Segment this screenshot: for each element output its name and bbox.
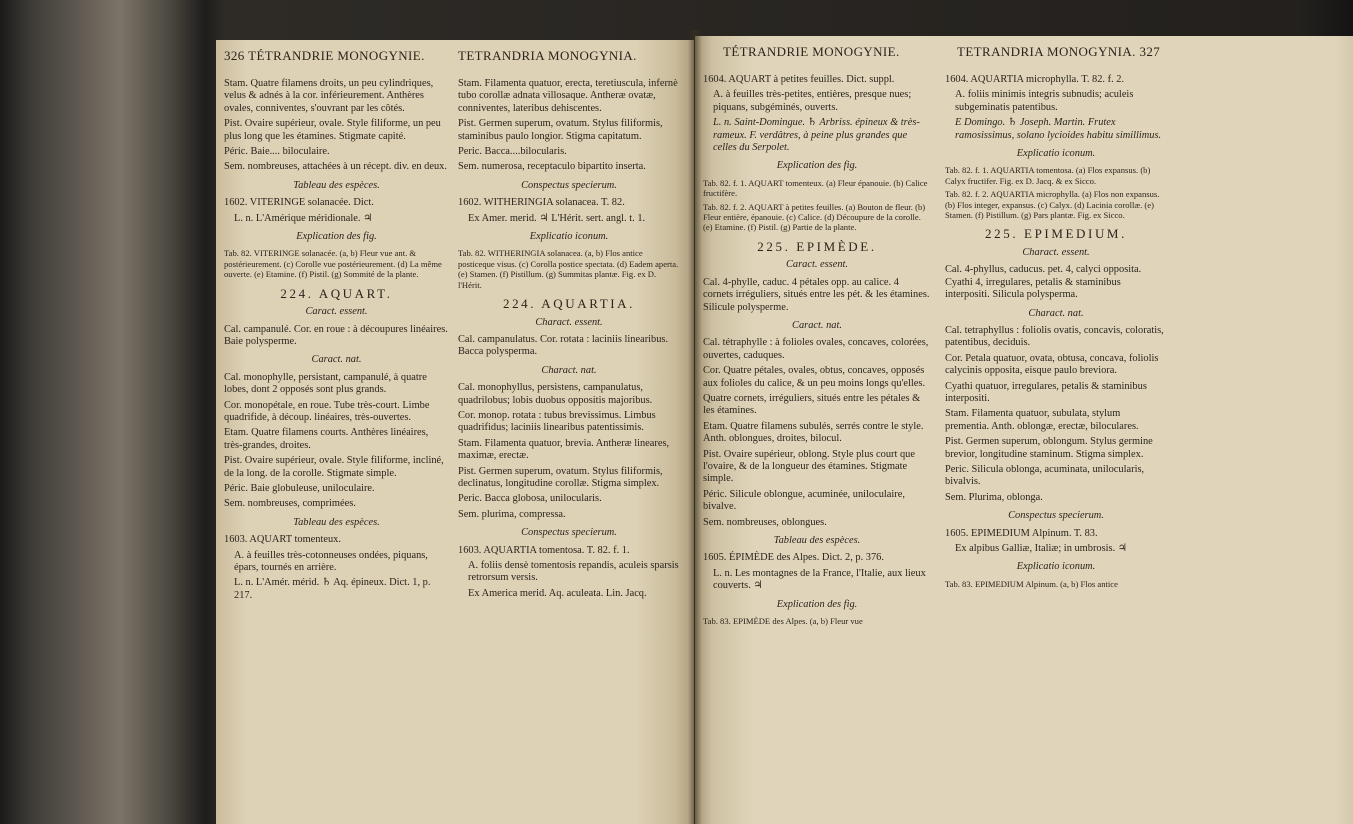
text-nat-peric: Peric. Silicula oblonga, acuminata, unilocularis, bivalvis. <box>945 463 1145 488</box>
text-nat-sem: Sem. nombreuses, comprimées. <box>224 498 356 510</box>
text-nat-cal: Cal. monophyllus, persistens, campanulatus, quadrilobus; lobis duobus oppositis majoribus. <box>458 382 653 406</box>
heading-tableau: Tableau des espèces. <box>293 179 380 191</box>
species-1603: 1603. AQUARTIA tomentosa. T. 82. f. 1. <box>458 544 630 556</box>
heading-explicatio: Explicatio iconum. <box>529 231 609 243</box>
heading-caract-nat: Caract. nat. <box>792 319 842 331</box>
text-pist: Pist. Ovaire supérieur, ovale. Style filiforme, un peu plus long que les étamines. Stigmate capité. <box>224 118 441 142</box>
text-nat-stam: Etam. Quatre filamens courts. Anthères linéaires, très-grandes, droites. <box>224 427 429 451</box>
text-cal-essent: Cal. 4-phyllus, caducus. pet. 4, calyci opposita. Cyathi 4, irregulares, petalis & staminibus interpositi. Silicula polysperma. <box>945 264 1142 301</box>
explication-text-2: Tab. 82. f. 2. AQUART à petites feuilles. (a) Bouton de fleur. (b) Fleur entière, épanouie. (c) Calice. (d) Découpure de la corolle. (e) Etamine. (f) Pistil. (g) Partie de la plante. <box>703 201 926 233</box>
heading-charact-essent: Charact. essent. <box>535 316 603 328</box>
right-column-latin <box>945 74 1167 592</box>
heading-tableau-2: Tableau des espèces. <box>293 516 380 528</box>
heading-explication: Explication des fig. <box>296 231 377 243</box>
species-1603: 1603. AQUART tomenteux. <box>224 534 341 546</box>
text-nat-peric: Péric. Baie globuleuse, uniloculaire. <box>224 482 375 494</box>
species-1604: 1604. AQUART à petites feuilles. Dict. suppl. <box>703 74 895 85</box>
text-peric: Péric. Baie.... biloculaire. <box>224 146 330 158</box>
heading-explication-2: Explication des fig. <box>776 598 858 610</box>
explicatio-text-3: Tab. 83. EPIMEDIUM Alpinum. (a, b) Flos antice <box>945 578 1118 589</box>
heading-tableau: Tableau des espèces. <box>773 535 861 546</box>
text-nat-cal: Cal. tetraphyllus : foliolis ovatis, concavis, coloratis, patentibus, deciduis. <box>945 324 1164 349</box>
left-column-latin <box>458 78 680 603</box>
species-1604-locale: L. n. Saint-Domingue. ♄ Arbriss. épineux & très-rameux. F. verdâtres, à peine plus grandes que celles du Serpolet. <box>713 117 920 154</box>
explicatio-text: Tab. 82. WITHERINGIA solanacea. (a, b) Flos antice posticeque visus. (c) Corolla postice spectata. (d) Eadem aperta. (e) Stamen. (f) Pistillum. (g) Summitas plantæ. Fig. ex D. l'Hérit. <box>458 248 679 290</box>
text-nat-cor: Cor. monop. rotata : tubus brevissimus. Limbus quadrifidus; laciniis linearibus patentissimis. <box>458 409 656 434</box>
explicatio-text-2: Tab. 82. f. 2. AQUARTIA microphylla. (a) Flos non expansus. (b) Flos integer, expansus. (c) Calyx. (d) Lacinia corollæ. (e) Stamen. (f) Pistillum. (g) Pars plantæ. Fig. ex Sicco. <box>945 189 1160 221</box>
left-header-fr: 326 TÉTRANDRIE MONOGYNIE. <box>224 48 425 63</box>
genus-heading-225: 225. EPIMEDIUM. <box>985 226 1127 242</box>
text-cal-essent: Cal. campanulatus. Cor. rotata : laciniis linearibus. Bacca polysperma. <box>458 333 669 358</box>
text-stam: Stam. Filamenta quatuor, erecta, teretiuscula, infernè tubo corollæ adnata villosaque. Antheræ ovatæ, conniventes, lateribus dehiscentes. <box>458 78 678 114</box>
genus-heading-225: 225. EPIMÈDE. <box>757 238 877 254</box>
text-cal-essent: Cal. 4-phylle, caduc. 4 pétales opp. au calice. 4 cornets irréguliers, situés entre les pét. & les étamines. Silicule polysperme. <box>703 276 930 313</box>
right-header-la: TETRANDRIA MONOGYNIA. 327 <box>957 44 1161 59</box>
species-1602-locale: Ex Amer. merid. ♃ L'Hérit. sert. angl. t. 1. <box>468 212 646 224</box>
text-nat-peric: Péric. Silicule oblongue, acuminée, uniloculaire, bivalve. <box>703 488 905 513</box>
species-1602-locale: L. n. L'Amérique méridionale. ♃ <box>234 212 373 224</box>
heading-caract-essent: Caract. essent. <box>305 306 368 318</box>
species-1604-desc: A. à feuilles très-petites, entières, presque nues; piquans, subgéminés, ouverts. <box>713 89 912 113</box>
text-nat-cal: Cal. tétraphylle : à folioles ovales, concaves, colorées, ouvertes, caduques. <box>703 337 929 361</box>
text-nat-peric: Peric. Bacca globosa, unilocularis. <box>458 493 602 505</box>
species-1605-locale: L. n. Les montagnes de la France, l'Italie, aux lieux couverts. ♃ <box>713 567 926 592</box>
text-peric: Peric. Bacca....bilocularis. <box>458 146 567 158</box>
heading-explicatio-2: Explicatio iconum. <box>1016 561 1096 573</box>
explication-text: Tab. 82. VITERINGE solanacée. (a, b) Fleur vue ant. & postérieurement. (c) Corolle vue postérieurement. (d) La même ouverte. (e) Etamine. (f) Pistil. (g) Sommité de la plante. <box>224 248 442 280</box>
text-nat-sem: Sem. nombreuses, oblongues. <box>703 516 827 528</box>
left-page <box>216 40 694 824</box>
species-1605: 1605. ÉPIMÈDE des Alpes. Dict. 2, p. 376. <box>703 552 884 564</box>
text-nat-pist: Pist. Ovaire supérieur, oblong. Style plus court que l'ovaire, & de la longueur des étamines. Stigmate simple. <box>703 448 915 485</box>
text-nat-pist: Pist. Germen superum, oblongum. Stylus germine brevior, longitudine staminum. Stigma simplex. <box>945 436 1153 460</box>
text-cal-essent: Cal. campanulé. Cor. en roue : à découpures linéaires. Baie polysperme. <box>224 323 448 347</box>
right-header-fr: TÉTRANDRIE MONOGYNIE. <box>723 44 900 59</box>
species-1603-desc: A. à feuilles très-cotonneuses ondées, piquans, épars, tournés en arrière. <box>234 549 428 573</box>
left-column-french <box>224 78 449 605</box>
species-1605-locale: Ex alpibus Galliæ, Italiæ; in umbrosis. ♃ <box>955 543 1128 554</box>
text-nat-cor: Cor. Petala quatuor, ovata, obtusa, concava, foliolis calycinis opposita, eisque paulo breviora. <box>945 352 1159 377</box>
heading-explicatio: Explicatio iconum. <box>1016 148 1096 160</box>
text-nat-stam: Stam. Filamenta quatuor, brevia. Antheræ lineares, maximæ, erectæ. <box>458 437 670 462</box>
text-pist: Pist. Germen superum, ovatum. Stylus filiformis, staminibus paulo longior. Stigma capitatum. <box>458 118 663 142</box>
heading-conspectus: Conspectus specierum. <box>521 179 617 191</box>
heading-explication: Explication des fig. <box>776 160 858 172</box>
text-nat-stam: Stam. Filamenta quatuor, subulata, stylum prementia. Anth. oblongæ, erectæ, biloculares. <box>945 408 1139 432</box>
species-1602: 1602. VITERINGE solanacée. Dict. <box>224 197 374 209</box>
text-nat-sem: Sem. plurima, compressa. <box>458 508 566 520</box>
text-nat-sem: Sem. Plurima, oblonga. <box>945 491 1043 503</box>
text-sem: Sem. numerosa, receptaculo bipartito inserta. <box>458 161 646 173</box>
heading-caract-essent: Caract. essent. <box>785 259 849 271</box>
genus-heading-224: 224. AQUART. <box>280 285 393 301</box>
species-1603-desc: A. foliis densè tomentosis repandis, aculeis sparsis retrorsum versis. <box>468 560 679 584</box>
heading-caract-nat: Caract. nat. <box>311 354 362 366</box>
explicatio-text-1: Tab. 82. f. 1. AQUARTIA tomentosa. (a) Flos expansus. (b) Calyx fructifer. Fig. ex D. Jacq. & ex Sicco. <box>945 165 1151 186</box>
species-1605: 1605. EPIMEDIUM Alpinum. T. 83. <box>945 527 1098 539</box>
explication-text-3: Tab. 83. EPIMÈDE des Alpes. (a, b) Fleur vue <box>703 616 863 627</box>
explication-text-1: Tab. 82. f. 1. AQUART tomenteux. (a) Fleur épanouie. (b) Calice fructifère. <box>703 177 928 199</box>
species-1604: 1604. AQUARTIA microphylla. T. 82. f. 2. <box>945 74 1125 85</box>
left-header-la: TETRANDRIA MONOGYNIA. <box>458 48 637 63</box>
heading-charact-nat: Charact. nat. <box>541 364 597 376</box>
heading-conspectus: Conspectus specierum. <box>1008 510 1104 522</box>
heading-conspectus-2: Conspectus specierum. <box>521 527 617 539</box>
text-nat-cal: Cal. monophylle, persistant, campanulé, à quatre lobes, dont 2 opposés sont plus grands. <box>224 371 427 396</box>
species-1603-locale: Ex America merid. Aq. aculeata. Lin. Jacq. <box>468 587 647 599</box>
text-stam: Stam. Quatre filamens droits, un peu cylindriques, velus & adnés à la cor. inférieurement. Anthères ovales, conniventes, s'ouvrant par les côtés. <box>224 78 434 114</box>
text-nat-pist: Pist. Germen superum, ovatum. Stylus filiformis, declinatus, longitudine corollæ. Stigma simplex. <box>458 465 663 489</box>
species-1604-desc: A. foliis minimis integris subnudis; aculeis subgeminatis patentibus. <box>955 89 1134 113</box>
text-nat-stam: Etam. Quatre filamens subulés, serrés contre le style. Anth. oblongues, droites, bilocul. <box>703 420 924 445</box>
species-1603-locale: L. n. L'Amér. mérid. ♄ Aq. épineux. Dict. 1, p. 217. <box>234 577 431 601</box>
right-column-french <box>703 74 931 629</box>
species-1602: 1602. WITHERINGIA solanacea. T. 82. <box>458 197 625 209</box>
text-nat-cor2: Quatre cornets, irréguliers, situés entre les pétales & les étamines. <box>703 392 921 417</box>
species-1604-locale: E Domingo. ♄ Joseph. Martin. Frutex ramosissimus, solano lycioides habitu simillimus. <box>955 117 1162 141</box>
heading-charact-essent: Charact. essent. <box>1022 246 1090 258</box>
right-page <box>695 36 1353 824</box>
book-gutter <box>688 30 702 824</box>
text-nat-cor: Cor. Quatre pétales, ovales, obtus, concaves, opposés aux folioles du calice, & un peu moins longs qu'elles. <box>703 365 926 389</box>
text-nat-cor: Cor. monopétale, en roue. Tube très-court. Limbe quadrifide, à découp. linéaires, très-ouvertes. <box>224 399 430 423</box>
heading-charact-nat: Charact. nat. <box>1028 307 1084 319</box>
genus-heading-224: 224. AQUARTIA. <box>502 296 636 312</box>
text-nat-pist: Pist. Ovaire supérieur, ovale. Style filiforme, incliné, de la long. de la corolle. Stigmate simple. <box>224 455 444 479</box>
text-nat-cor2: Cyathi quatuor, irregulares, petalis & staminibus interpositi. <box>945 380 1147 404</box>
text-sem: Sem. nombreuses, attachées à un récept. div. en deux. <box>224 161 447 173</box>
